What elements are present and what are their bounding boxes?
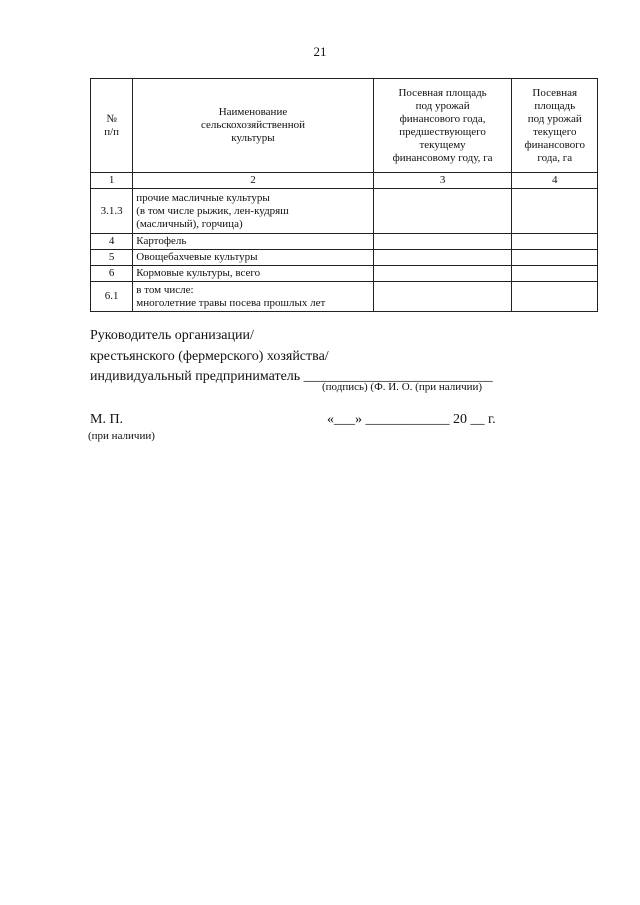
table-row — [91, 189, 598, 234]
header-current-year-area: Посевная площадь под урожай текущего финансового года, га — [512, 79, 598, 173]
col-number: 1 — [91, 173, 133, 189]
row-crop-name: Кормовые культуры, всего — [133, 266, 373, 282]
row-number: 6 — [91, 266, 133, 282]
col-number: 2 — [133, 173, 373, 189]
table-row — [91, 234, 598, 250]
row-number: 6.1 — [91, 282, 133, 312]
signature-caption: (подпись) (Ф. И. О. (при наличии) — [322, 381, 483, 393]
row-current-year-value[interactable] — [512, 250, 598, 266]
column-number-row — [91, 173, 598, 189]
table-row — [91, 282, 598, 312]
signature-line-2: крестьянского (фермерского) хозяйства/ — [90, 349, 329, 364]
row-prev-year-value[interactable] — [373, 282, 512, 312]
row-crop-name: Картофель — [133, 234, 373, 250]
row-current-year-value[interactable] — [512, 282, 598, 312]
signature-line-3[interactable]: индивидуальный предприниматель ___________________________ — [90, 369, 493, 384]
col-number: 4 — [512, 173, 598, 189]
row-current-year-value[interactable] — [512, 234, 598, 250]
date-field[interactable]: «___» ____________ 20 __ г. — [327, 412, 496, 427]
row-prev-year-value[interactable] — [373, 189, 512, 234]
signature-line-1: Руководитель организации/ — [90, 328, 254, 343]
header-num: № п/п — [91, 79, 133, 173]
stamp-label: М. П. — [90, 412, 124, 427]
crop-area-table — [90, 78, 598, 312]
stamp-note: (при наличии) — [88, 430, 155, 442]
row-current-year-value[interactable] — [512, 189, 598, 234]
row-current-year-value[interactable] — [512, 266, 598, 282]
row-crop-name: в том числе: многолетние травы посева прошлых лет — [133, 282, 373, 312]
row-prev-year-value[interactable] — [373, 266, 512, 282]
row-crop-name: прочие масличные культуры (в том числе рыжик, лен-кудряш (масличный), горчица) — [133, 189, 373, 234]
page-number: 21 — [313, 44, 327, 59]
row-number: 5 — [91, 250, 133, 266]
row-prev-year-value[interactable] — [373, 250, 512, 266]
col-number: 3 — [373, 173, 512, 189]
row-number: 4 — [91, 234, 133, 250]
row-prev-year-value[interactable] — [373, 234, 512, 250]
row-number: 3.1.3 — [91, 189, 133, 234]
row-crop-name: Овощебахчевые культуры — [133, 250, 373, 266]
header-crop-name: Наименование сельскохозяйственной культуры — [133, 79, 373, 173]
header-prev-year-area: Посевная площадь под урожай финансового года, предшествующего текущему финансовому году, га — [373, 79, 512, 173]
table-row — [91, 250, 598, 266]
table-row — [91, 266, 598, 282]
table-header-row — [91, 79, 598, 173]
